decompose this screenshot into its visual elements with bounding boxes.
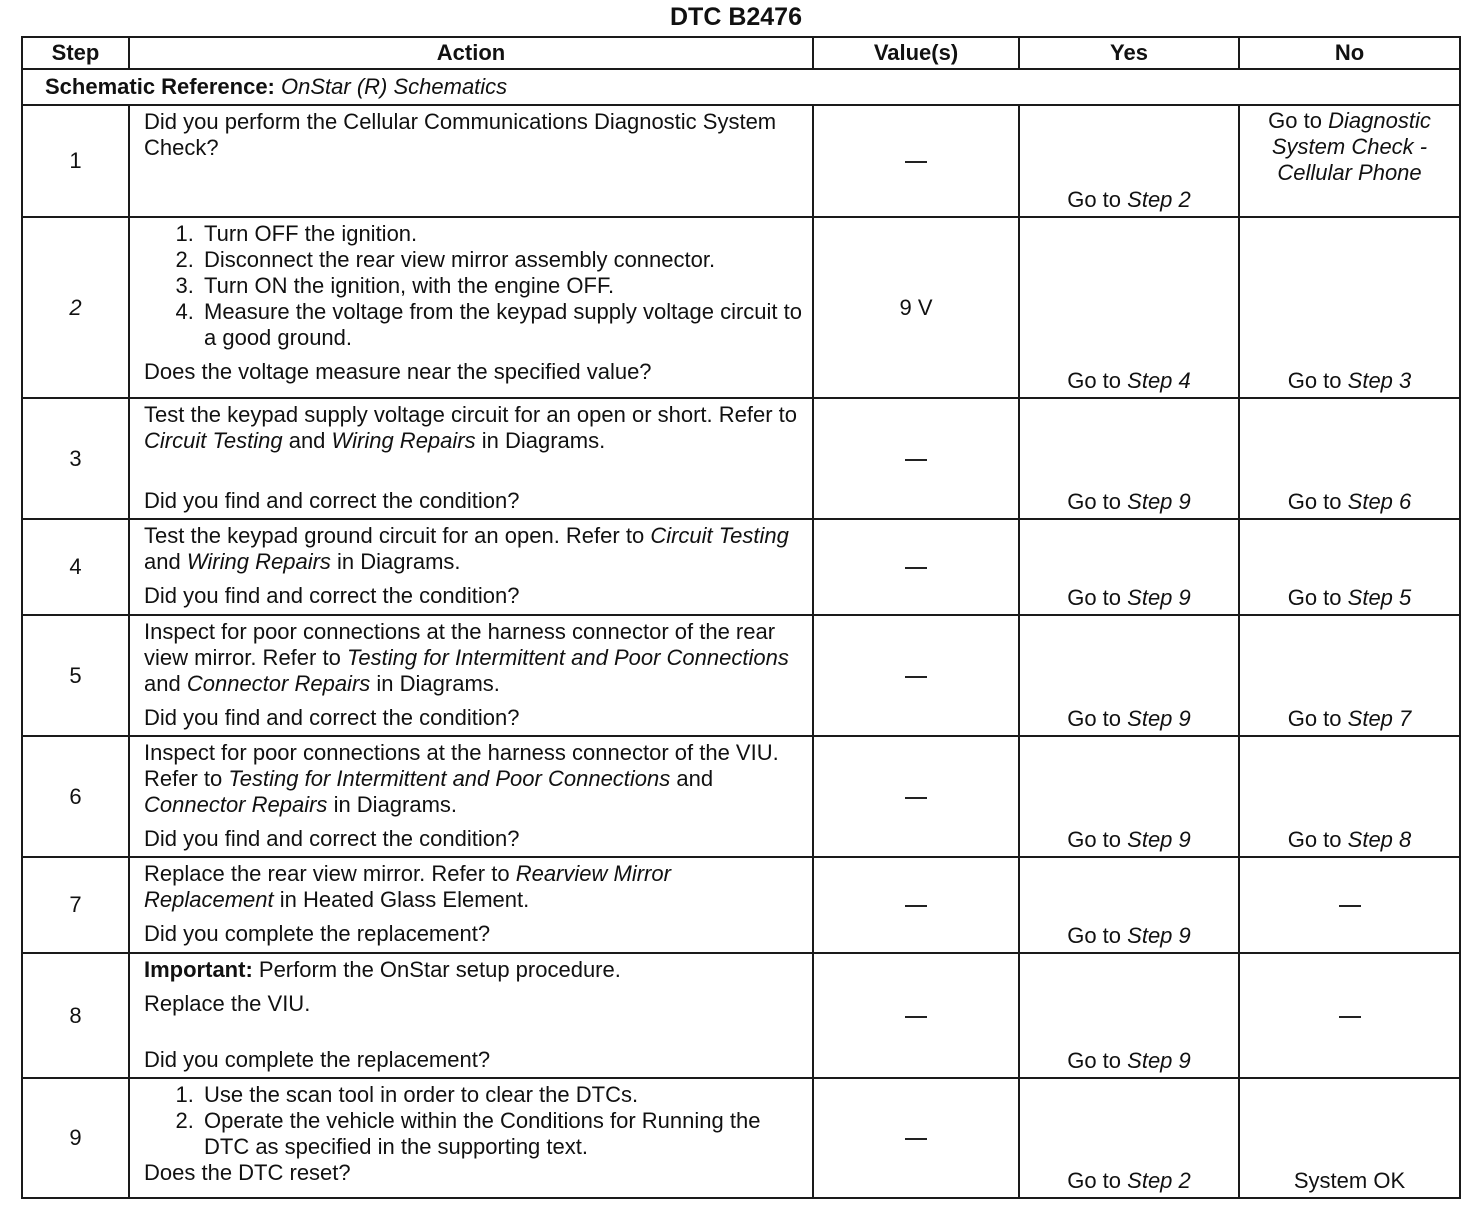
step-action bbox=[129, 398, 813, 519]
step-number: 2 bbox=[22, 217, 129, 398]
table-row bbox=[22, 519, 1460, 615]
header-row bbox=[22, 37, 1460, 69]
step-value bbox=[813, 953, 1019, 1078]
action-question: Did you find and correct the condition? bbox=[144, 583, 520, 608]
no-cell bbox=[1239, 953, 1460, 1078]
step-number: 9 bbox=[22, 1078, 129, 1198]
yes-link[interactable]: Step 9 bbox=[1127, 585, 1191, 610]
step-action bbox=[129, 736, 813, 857]
list-item: 2. Operate the vehicle within the Conditions for Running the DTC as specified in the supporting text. bbox=[200, 1108, 802, 1160]
dash-mark bbox=[905, 676, 927, 678]
important-label: Important: bbox=[144, 957, 253, 982]
action-question: Did you find and correct the condition? bbox=[144, 705, 520, 730]
action-text: Test the keypad ground circuit for an open. Refer to Circuit Testing and Wiring Repairs in Diagrams. bbox=[144, 523, 789, 574]
yes-link[interactable]: Step 4 bbox=[1127, 368, 1191, 393]
no-cell: System OK bbox=[1239, 1078, 1460, 1198]
no-cell: Go to Diagnostic System Check - Cellular Phone bbox=[1239, 105, 1460, 217]
action-text: Test the keypad supply voltage circuit for an open or short. Refer to Circuit Testing and Wiring Repairs in Diagrams. bbox=[144, 402, 798, 453]
no-cell: Go to Step 6 bbox=[1239, 398, 1460, 519]
yes-cell: Go to Step 9 bbox=[1019, 398, 1239, 519]
ref-link[interactable]: Circuit Testing bbox=[650, 523, 789, 548]
header-values: Value(s) bbox=[813, 37, 1019, 69]
action-list bbox=[144, 1082, 802, 1160]
action-text: Inspect for poor connections at the harness connector of the rear view mirror. Refer to Testing for Intermittent and Poor Connections and Connector Repairs in Diagrams. bbox=[144, 619, 789, 696]
ref-link[interactable]: Connector Repairs bbox=[186, 671, 371, 696]
step-action bbox=[129, 1078, 813, 1198]
step-number: 5 bbox=[22, 615, 129, 736]
step-value bbox=[813, 615, 1019, 736]
ref-link[interactable]: Testing for Intermittent and Poor Connections bbox=[346, 645, 789, 670]
yes-link[interactable]: Step 2 bbox=[1127, 187, 1191, 212]
no-cell: Go to Step 5 bbox=[1239, 519, 1460, 615]
dash-mark bbox=[905, 1138, 927, 1140]
list-item: 2. Disconnect the rear view mirror assembly connector. bbox=[200, 247, 802, 273]
step-number: 4 bbox=[22, 519, 129, 615]
yes-cell: Go to Step 9 bbox=[1019, 519, 1239, 615]
schematic-label: Schematic Reference: bbox=[45, 74, 275, 99]
action-question: Does the voltage measure near the specified value? bbox=[144, 359, 652, 384]
page-title: DTC B2476 bbox=[670, 3, 802, 31]
yes-cell: Go to Step 9 bbox=[1019, 615, 1239, 736]
step-action bbox=[129, 217, 813, 398]
action-question: Did you find and correct the condition? bbox=[144, 826, 520, 851]
table-row bbox=[22, 953, 1460, 1078]
dash-mark bbox=[905, 567, 927, 569]
no-cell: Go to Step 3 bbox=[1239, 217, 1460, 398]
no-link[interactable]: Step 6 bbox=[1347, 489, 1412, 514]
step-number: 3 bbox=[22, 398, 129, 519]
step-number: 6 bbox=[22, 736, 129, 857]
list-item: 3. Turn ON the ignition, with the engine OFF. bbox=[200, 273, 802, 299]
yes-cell: Go to Step 9 bbox=[1019, 857, 1239, 953]
no-cell: Go to Step 8 bbox=[1239, 736, 1460, 857]
step-value bbox=[813, 519, 1019, 615]
step-value bbox=[813, 736, 1019, 857]
schematic-link[interactable]: OnStar (R) Schematics bbox=[281, 74, 508, 99]
ref-link[interactable]: Wiring Repairs bbox=[331, 428, 476, 453]
table-row bbox=[22, 1078, 1460, 1198]
header-step: Step bbox=[22, 37, 129, 69]
step-number: 8 bbox=[22, 953, 129, 1078]
dash-mark bbox=[905, 161, 927, 163]
no-link[interactable]: Step 8 bbox=[1347, 827, 1412, 852]
list-item: 1. Turn OFF the ignition. bbox=[200, 221, 802, 247]
schematic-reference bbox=[22, 69, 1460, 105]
step-value bbox=[813, 857, 1019, 953]
yes-cell: Go to Step 9 bbox=[1019, 953, 1239, 1078]
action-question: Did you find and correct the condition? bbox=[144, 488, 520, 513]
yes-cell: Go to Step 9 bbox=[1019, 736, 1239, 857]
header-no: No bbox=[1239, 37, 1460, 69]
table-row bbox=[22, 615, 1460, 736]
action-list bbox=[144, 221, 802, 351]
action-question: Does the DTC reset? bbox=[144, 1160, 351, 1185]
header-action: Action bbox=[129, 37, 813, 69]
table-row bbox=[22, 105, 1460, 217]
list-item: 4. Measure the voltage from the keypad supply voltage circuit to a good ground. bbox=[200, 299, 802, 351]
action-text: Replace the rear view mirror. Refer to Rearview Mirror Replacement in Heated Glass Element. bbox=[144, 861, 671, 912]
yes-link[interactable]: Step 9 bbox=[1127, 489, 1191, 514]
no-cell: Go to Step 7 bbox=[1239, 615, 1460, 736]
action-question: Did you complete the replacement? bbox=[144, 921, 491, 946]
no-link[interactable]: Step 3 bbox=[1347, 368, 1412, 393]
yes-link[interactable]: Step 9 bbox=[1127, 923, 1191, 948]
yes-link[interactable]: Step 9 bbox=[1127, 706, 1191, 731]
step-number: 1 bbox=[22, 105, 129, 217]
yes-cell: Go to Step 2 bbox=[1019, 105, 1239, 217]
step-action bbox=[129, 953, 813, 1078]
ref-link[interactable]: Circuit Testing bbox=[144, 428, 283, 453]
dash-mark bbox=[1339, 905, 1361, 907]
dash-mark bbox=[905, 905, 927, 907]
ref-link[interactable]: Connector Repairs bbox=[144, 792, 328, 817]
table-row bbox=[22, 398, 1460, 519]
important-note: Important: Perform the OnStar setup procedure. bbox=[144, 957, 621, 982]
diagnostic-table bbox=[21, 36, 1461, 1199]
header-yes: Yes bbox=[1019, 37, 1239, 69]
no-cell bbox=[1239, 857, 1460, 953]
dash-mark bbox=[905, 459, 927, 461]
action-question: Did you complete the replacement? bbox=[144, 1047, 491, 1072]
yes-cell: Go to Step 2 bbox=[1019, 1078, 1239, 1198]
schematic-row bbox=[22, 69, 1460, 105]
dash-mark bbox=[905, 797, 927, 799]
table-row bbox=[22, 857, 1460, 953]
no-link[interactable]: Step 7 bbox=[1347, 706, 1412, 731]
action-text: Inspect for poor connections at the harness connector of the VIU. Refer to Testing for Intermittent and Poor Connections and Connector Repairs in Diagrams. bbox=[144, 740, 779, 817]
yes-link[interactable]: Step 9 bbox=[1127, 827, 1191, 852]
step-action bbox=[129, 105, 813, 217]
dash-mark bbox=[905, 1016, 927, 1018]
step-action bbox=[129, 857, 813, 953]
ref-link[interactable]: Rearview Mirror Replacement bbox=[144, 861, 671, 912]
dash-mark bbox=[1339, 1016, 1361, 1018]
yes-link[interactable]: Step 2 bbox=[1127, 1168, 1191, 1193]
step-value bbox=[813, 1078, 1019, 1198]
step-value: 9 V bbox=[813, 217, 1019, 398]
list-item: 1. Use the scan tool in order to clear the DTCs. bbox=[200, 1082, 802, 1108]
step-number: 7 bbox=[22, 857, 129, 953]
no-link[interactable]: Step 5 bbox=[1347, 585, 1412, 610]
yes-link[interactable]: Step 9 bbox=[1127, 1048, 1191, 1073]
step-action bbox=[129, 615, 813, 736]
ref-link[interactable]: Wiring Repairs bbox=[186, 549, 331, 574]
step-value bbox=[813, 398, 1019, 519]
action-question: Did you perform the Cellular Communications Diagnostic System Check? bbox=[144, 109, 777, 160]
ref-link[interactable]: Testing for Intermittent and Poor Connections bbox=[228, 766, 671, 791]
table-row bbox=[22, 217, 1460, 398]
yes-cell: Go to Step 4 bbox=[1019, 217, 1239, 398]
step-action bbox=[129, 519, 813, 615]
table-row bbox=[22, 736, 1460, 857]
step-value bbox=[813, 105, 1019, 217]
no-link[interactable]: Diagnostic System Check - Cellular Phone bbox=[1271, 108, 1431, 185]
action-text: Replace the VIU. bbox=[144, 991, 311, 1016]
